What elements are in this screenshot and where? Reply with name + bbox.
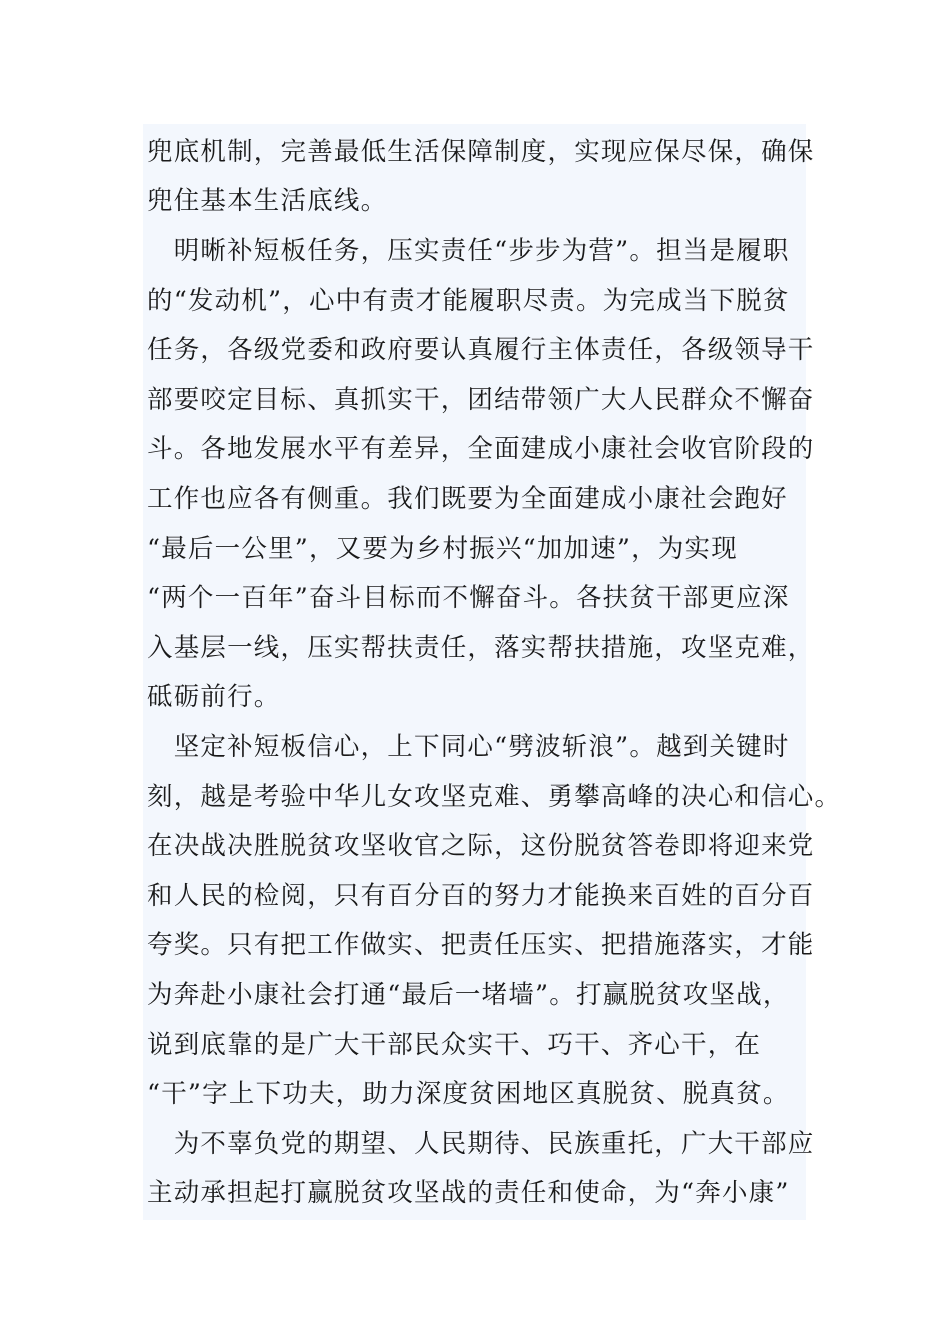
text-line: 工作也应各有侧重。我们既要为全面建成小康社会跑好 bbox=[147, 484, 788, 514]
text-line: 说到底靠的是广大干部民众实干、巧干、齐心干，在 bbox=[147, 1030, 762, 1060]
text-line: “两个一百年”奋斗目标而不懈奋斗。各扶贫干部更应深 bbox=[147, 583, 790, 613]
text-line: 在决战决胜脱贫攻坚收官之际，这份脱贫答卷即将迎来党 bbox=[147, 831, 815, 861]
document-text-block bbox=[143, 124, 842, 1220]
text-line: 主动承担起打赢脱贫攻坚战的责任和使命，为“奔小康” bbox=[147, 1178, 790, 1208]
text-line: 明晰补短板任务，压实责任“步步为营”。担当是履职 bbox=[147, 236, 790, 266]
text-line: 的“发动机”，心中有责才能履职尽责。为完成当下脱贫 bbox=[147, 286, 790, 316]
text-line: 兜住基本生活底线。 bbox=[147, 186, 388, 216]
text-line: 为不辜负党的期望、人民期待、民族重托，广大干部应 bbox=[147, 1129, 815, 1159]
text-line: 斗。各地发展水平有差异，全面建成小康社会收官阶段的 bbox=[147, 434, 815, 464]
text-line: 兜底机制，完善最低生活保障制度，实现应保尽保，确保 bbox=[147, 137, 815, 167]
text-line: “干”字上下功夫，助力深度贫困地区真脱贫、脱真贫。 bbox=[147, 1079, 790, 1109]
text-line: 坚定补短板信心，上下同心“劈波斩浪”。越到关键时 bbox=[147, 732, 790, 762]
text-line: 为奔赴小康社会打通“最后一堵墙”。打赢脱贫攻坚战， bbox=[147, 980, 790, 1010]
text-line: “最后一公里”，又要为乡村振兴“加加速”，为实现 bbox=[147, 534, 738, 564]
text-line: 夸奖。只有把工作做实、把责任压实、把措施落实，才能 bbox=[147, 930, 815, 960]
text-line: 任务，各级党委和政府要认真履行主体责任，各级领导干 bbox=[147, 335, 815, 365]
text-line: 部要咬定目标、真抓实干，团结带领广大人民群众不懈奋 bbox=[147, 385, 815, 415]
text-line: 入基层一线，压实帮扶责任，落实帮扶措施，攻坚克难， bbox=[147, 633, 815, 663]
text-line: 砥砺前行。 bbox=[147, 682, 281, 712]
text-line: 刻，越是考验中华儿女攻坚克难、勇攀高峰的决心和信心。 bbox=[147, 782, 842, 812]
text-line: 和人民的检阅，只有百分百的努力才能换来百姓的百分百 bbox=[147, 881, 815, 911]
